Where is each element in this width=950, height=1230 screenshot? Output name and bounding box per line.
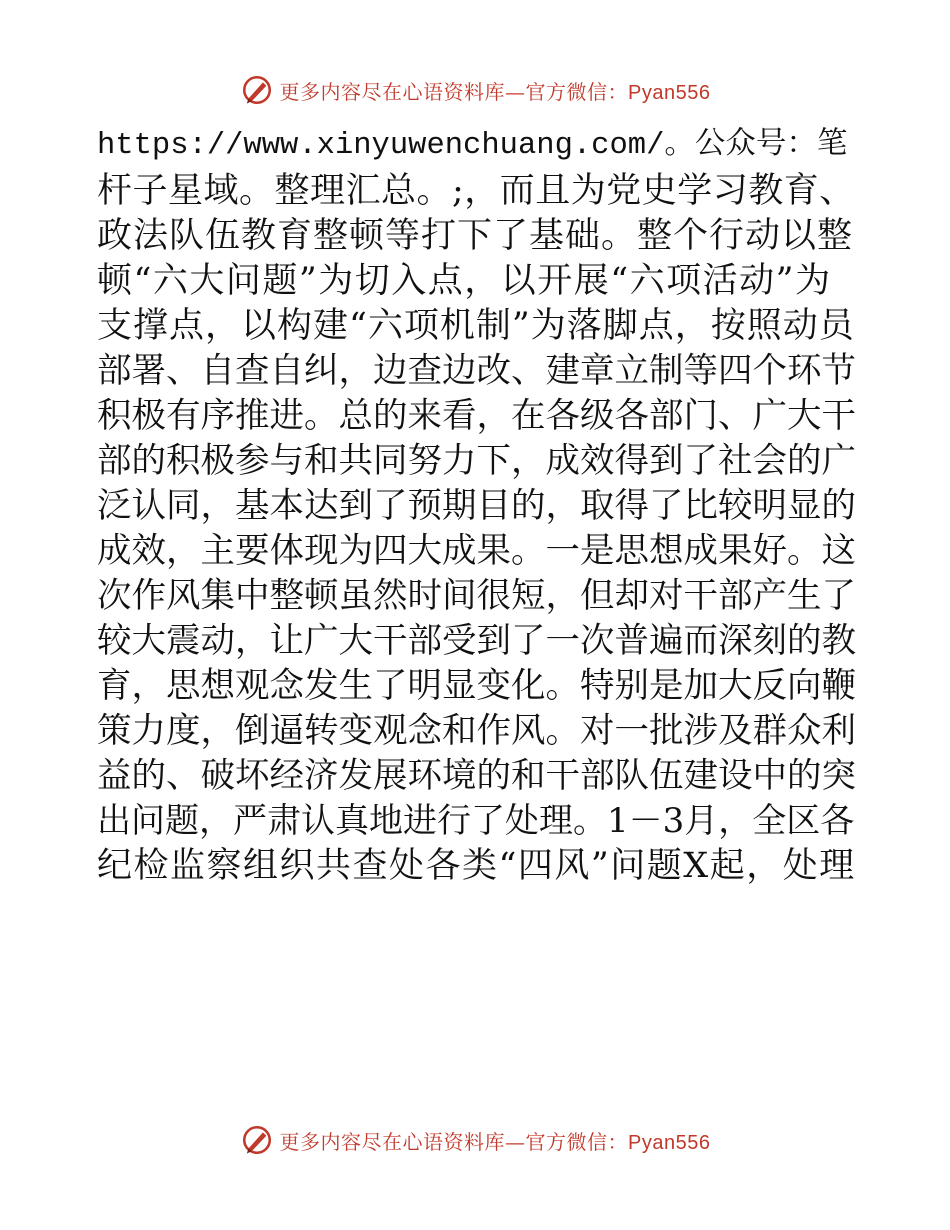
text-line: 政法队伍教育整顿等打下了基础。整个行动以整	[97, 216, 854, 256]
watermark-text	[280, 76, 711, 105]
watermark-dash: —	[505, 1129, 526, 1154]
text-line: 积极有序推进。总的来看，在各级各部门、广大干	[97, 396, 856, 436]
text-line: 出问题，严肃认真地进行了处理。1－3月，全区各	[97, 801, 855, 841]
watermark-sub: 官方微信：	[525, 1129, 629, 1154]
watermark-main: 更多内容尽在心语资料库	[279, 1129, 506, 1154]
text-line: 育，思想观念发生了明显变化。特别是加大反向鞭	[97, 666, 856, 706]
text-line: 纪检监察组织共查处各类“四风”问题X起，处理	[97, 846, 856, 886]
watermark-dash: —	[505, 79, 526, 104]
text-line: 泛认同，基本达到了预期目的，取得了比较明显的	[97, 486, 856, 526]
watermark-header	[0, 70, 950, 110]
watermark-sub: 官方微信：	[525, 79, 629, 104]
text-line: 益的、破坏经济发展环境的和干部队伍建设中的突	[97, 756, 856, 796]
watermark-wechat-id: Pyan556	[628, 1131, 711, 1154]
text-line: 杆子星域。整理汇总。;，而且为党史学习教育、	[97, 171, 855, 211]
text-line: 支撑点，以构建“六项机制”为落脚点，按照动员	[97, 306, 855, 346]
watermark-text	[280, 1126, 711, 1155]
watermark-wechat-id: Pyan556	[628, 81, 711, 104]
body-text	[97, 124, 857, 889]
text-line: 次作风集中整顿虽然时间很短，但却对干部产生了	[97, 576, 856, 616]
text-line: 较大震动，让广大干部受到了一次普遍而深刻的教	[97, 621, 856, 661]
watermark-main: 更多内容尽在心语资料库	[279, 79, 506, 104]
pen-logo-icon	[240, 73, 274, 107]
text-line: 顿“六大问题”为切入点，以开展“六项活动”为	[97, 261, 832, 301]
watermark-footer	[0, 1120, 950, 1160]
pen-logo-icon	[240, 1123, 274, 1157]
text-line: 策力度，倒逼转变观念和作风。对一批涉及群众利	[97, 711, 856, 751]
text-line: https://www.xinyuwenchuang.com/。公众号：笔	[97, 129, 848, 163]
text-line: 部的积极参与和共同努力下，成效得到了社会的广	[97, 441, 856, 481]
text-line: 成效，主要体现为四大成果。一是思想成果好。这	[97, 531, 856, 571]
text-line: 部署、自查自纠，边查边改、建章立制等四个环节	[97, 351, 856, 391]
